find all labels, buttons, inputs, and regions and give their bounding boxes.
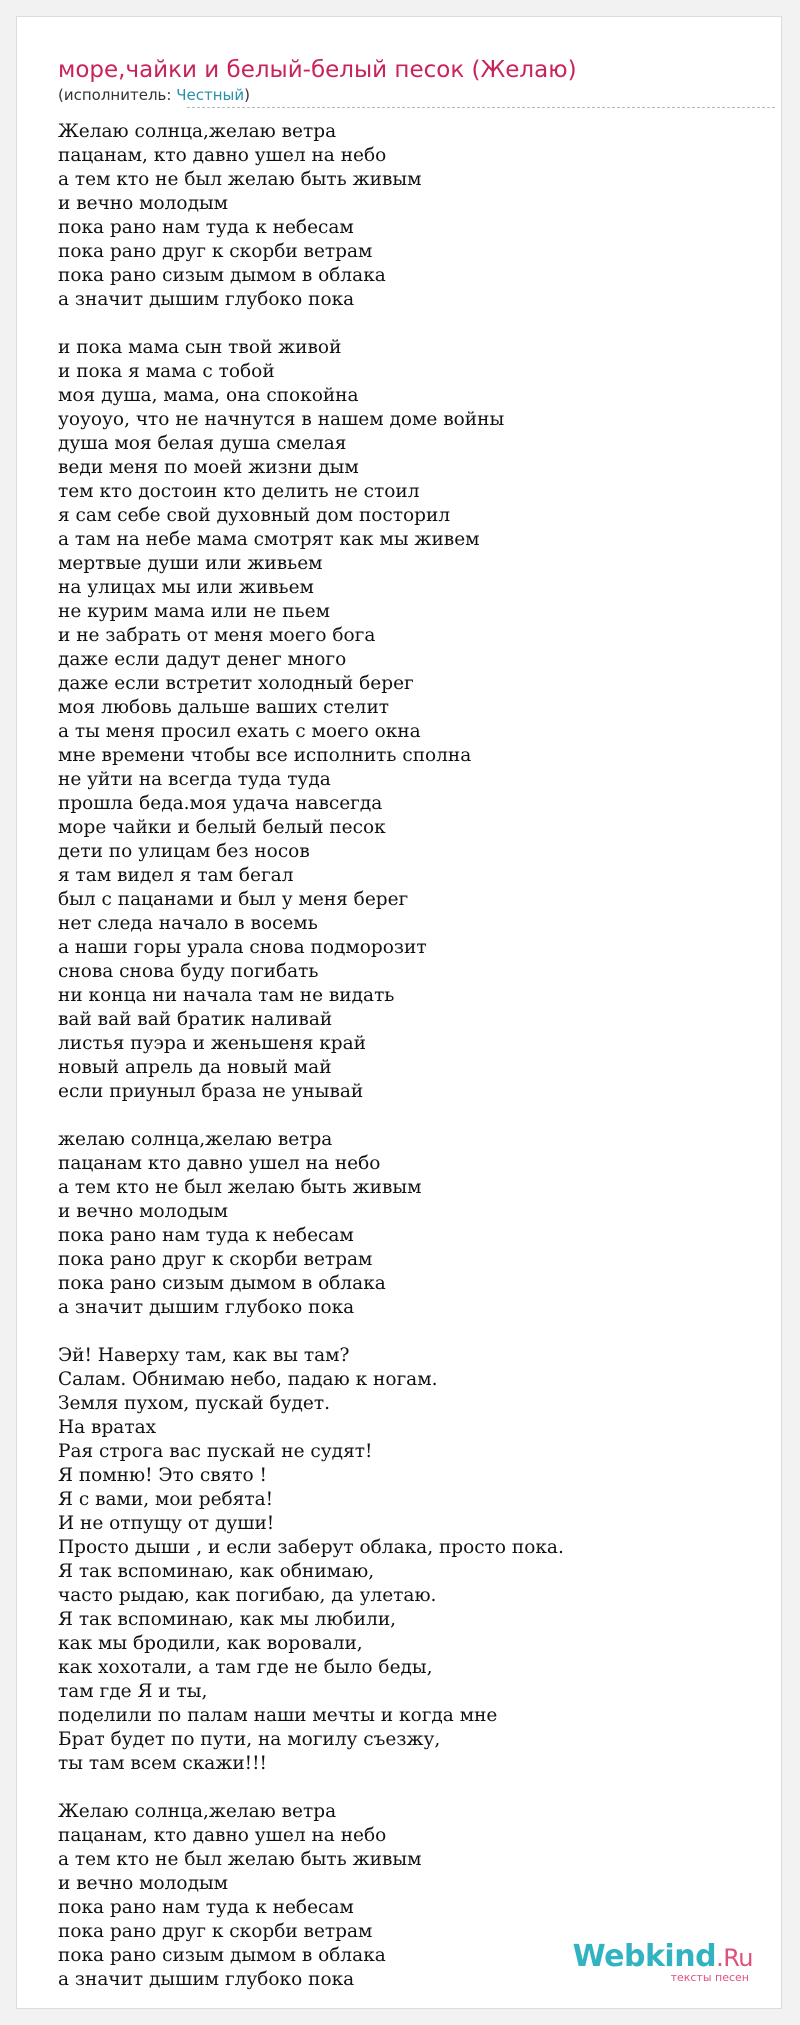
lyric-line: пацанам, кто давно ушел на небо: [58, 145, 387, 166]
lyric-line: и пока мама сын твой живой: [58, 337, 342, 358]
lyric-line: новый апрель да новый май: [58, 1057, 332, 1078]
lyric-line: и вечно молодым: [58, 1201, 229, 1222]
lyric-line: пока рано нам туда к небесам: [58, 217, 354, 238]
lyric-line: Брат будет по пути, на могилу съезжу,: [58, 1729, 441, 1750]
lyric-line: и вечно молодым: [58, 193, 229, 214]
lyric-line: и вечно молодым: [58, 1873, 229, 1894]
lyric-line: Рая строга вас пускай не судят!: [58, 1441, 373, 1462]
lyric-line: а значит дышим глубоко пока: [58, 289, 355, 310]
stanza-break: [58, 312, 778, 336]
lyric-line: а тем кто не был желаю быть живым: [58, 1849, 422, 1870]
lyric-line: пока рано друг к скорби ветрам: [58, 1921, 373, 1942]
stanza-break: [58, 1104, 778, 1128]
lyric-line: ни конца ни начала там не видать: [58, 985, 395, 1006]
stanza-break: [58, 1776, 778, 1800]
logo-web: Webkind: [572, 1939, 717, 1974]
lyric-line: я там видел я там бегал: [58, 865, 294, 886]
artist-prefix: (исполнитель:: [58, 86, 177, 104]
lyric-line: веди меня по моей жизни дым: [58, 457, 359, 478]
lyric-line: пока рано друг к скорби ветрам: [58, 1249, 373, 1270]
lyric-line: прошла беда.моя удача навсегда: [58, 793, 383, 814]
lyric-line: даже если встретит холодный берег: [58, 673, 414, 694]
lyric-line: пока рано сизым дымом в облака: [58, 1273, 386, 1294]
artist-suffix: ): [244, 86, 250, 104]
lyric-line: дети по улицам без носов: [58, 841, 310, 862]
lyric-line: часто рыдаю, как погибаю, да улетаю.: [58, 1585, 437, 1606]
webkind-logo[interactable]: [573, 1941, 753, 1984]
lyric-line: листья пуэра и женьшеня край: [58, 1033, 367, 1054]
lyric-line: пацанам кто давно ушел на небо: [58, 1153, 381, 1174]
lyrics-text: [58, 120, 778, 1992]
lyric-line: а там на небе мама смотрят как мы живем: [58, 529, 480, 550]
lyric-line: мертвые души или живьем: [58, 553, 323, 574]
lyric-line: а тем кто не был желаю быть живым: [58, 169, 422, 190]
lyric-line: На вратах: [58, 1417, 157, 1438]
lyric-line: на улицах мы или живьем: [58, 577, 314, 598]
lyric-line: уоуоуо, что не начнутся в нашем доме войны: [58, 409, 505, 430]
lyric-line: как мы бродили, как воровали,: [58, 1633, 363, 1654]
lyric-line: ты там всем скажи!!!: [58, 1753, 267, 1774]
lyric-line: тем кто достоин кто делить не стоил: [58, 481, 420, 502]
lyric-line: был с пацанами и был у меня берег: [58, 889, 409, 910]
lyric-line: Я помню! Это свято !: [58, 1465, 267, 1486]
lyric-line: пока рано друг к скорби ветрам: [58, 241, 373, 262]
lyric-line: Я с вами, мои ребята!: [58, 1489, 274, 1510]
lyric-line: а наши горы урала снова подморозит: [58, 937, 427, 958]
lyric-line: снова снова буду погибать: [58, 961, 319, 982]
lyric-line: море чайки и белый белый песок: [58, 817, 386, 838]
lyric-line: Желаю солнца,желаю ветра: [58, 121, 337, 142]
lyric-line: нет следа начало в восемь: [58, 913, 318, 934]
lyric-line: не уйти на всегда туда туда: [58, 769, 331, 790]
lyric-line: даже если дадут денег много: [58, 649, 347, 670]
lyric-line: И не отпущу от души!: [58, 1513, 275, 1534]
lyric-line: желаю солнца,желаю ветра: [58, 1129, 333, 1150]
lyric-line: а значит дышим глубоко пока: [58, 1297, 355, 1318]
lyric-line: пока рано нам туда к небесам: [58, 1225, 354, 1246]
lyric-line: и пока я мама с тобой: [58, 361, 275, 382]
artist-link[interactable]: Честный: [176, 86, 245, 104]
lyric-line: пока рано сизым дымом в облака: [58, 265, 386, 286]
lyric-line: мне времени чтобы все исполнить сполна: [58, 745, 472, 766]
lyric-line: Я так вспоминаю, как обнимаю,: [58, 1561, 375, 1582]
lyric-line: поделили по палам наши мечты и когда мне: [58, 1705, 498, 1726]
lyric-line: не курим мама или не пьем: [58, 601, 330, 622]
logo-wordmark: [573, 1941, 753, 1974]
lyric-line: я сам себе свой духовный дом посторил: [58, 505, 451, 526]
lyric-line: Просто дыши , и если заберут облака, просто пока.: [58, 1537, 564, 1558]
lyric-line: Салам. Обнимаю небо, падаю к ногам.: [58, 1369, 438, 1390]
logo-ru: .Ru: [716, 1944, 753, 1972]
lyric-line: моя душа, мама, она спокойна: [58, 385, 359, 406]
lyric-line: и не забрать от меня моего бога: [58, 625, 376, 646]
lyric-line: Я так вспоминаю, как мы любили,: [58, 1609, 397, 1630]
lyric-line: как хохотали, а там где не было беды,: [58, 1657, 433, 1678]
logo-tagline: тексты песен: [670, 1971, 749, 1984]
lyric-line: моя любовь дальше ваших стелит: [58, 697, 390, 718]
lyric-line: пока рано нам туда к небесам: [58, 1897, 354, 1918]
dashed-divider: [187, 107, 775, 108]
lyric-line: вай вай вай братик наливай: [58, 1009, 333, 1030]
lyric-line: там где Я и ты,: [58, 1681, 208, 1702]
lyric-line: пока рано сизым дымом в облака: [58, 1945, 386, 1966]
lyric-line: а ты меня просил ехать с моего окна: [58, 721, 421, 742]
lyric-line: если приуныл браза не унывай: [58, 1081, 364, 1102]
lyric-line: душа моя белая душа смелая: [58, 433, 347, 454]
lyric-line: Эй! Наверху там, как вы там?: [58, 1345, 350, 1366]
artist-line: [58, 86, 250, 104]
lyric-line: Земля пухом, пускай будет.: [58, 1393, 330, 1414]
content-card: [16, 16, 782, 2009]
lyric-line: а значит дышим глубоко пока: [58, 1969, 355, 1990]
lyric-line: Желаю солнца,желаю ветра: [58, 1801, 337, 1822]
song-title: море,чайки и белый-белый песок (Желаю): [58, 57, 577, 83]
lyric-line: а тем кто не был желаю быть живым: [58, 1177, 422, 1198]
stanza-break: [58, 1320, 778, 1344]
lyric-line: пацанам, кто давно ушел на небо: [58, 1825, 387, 1846]
